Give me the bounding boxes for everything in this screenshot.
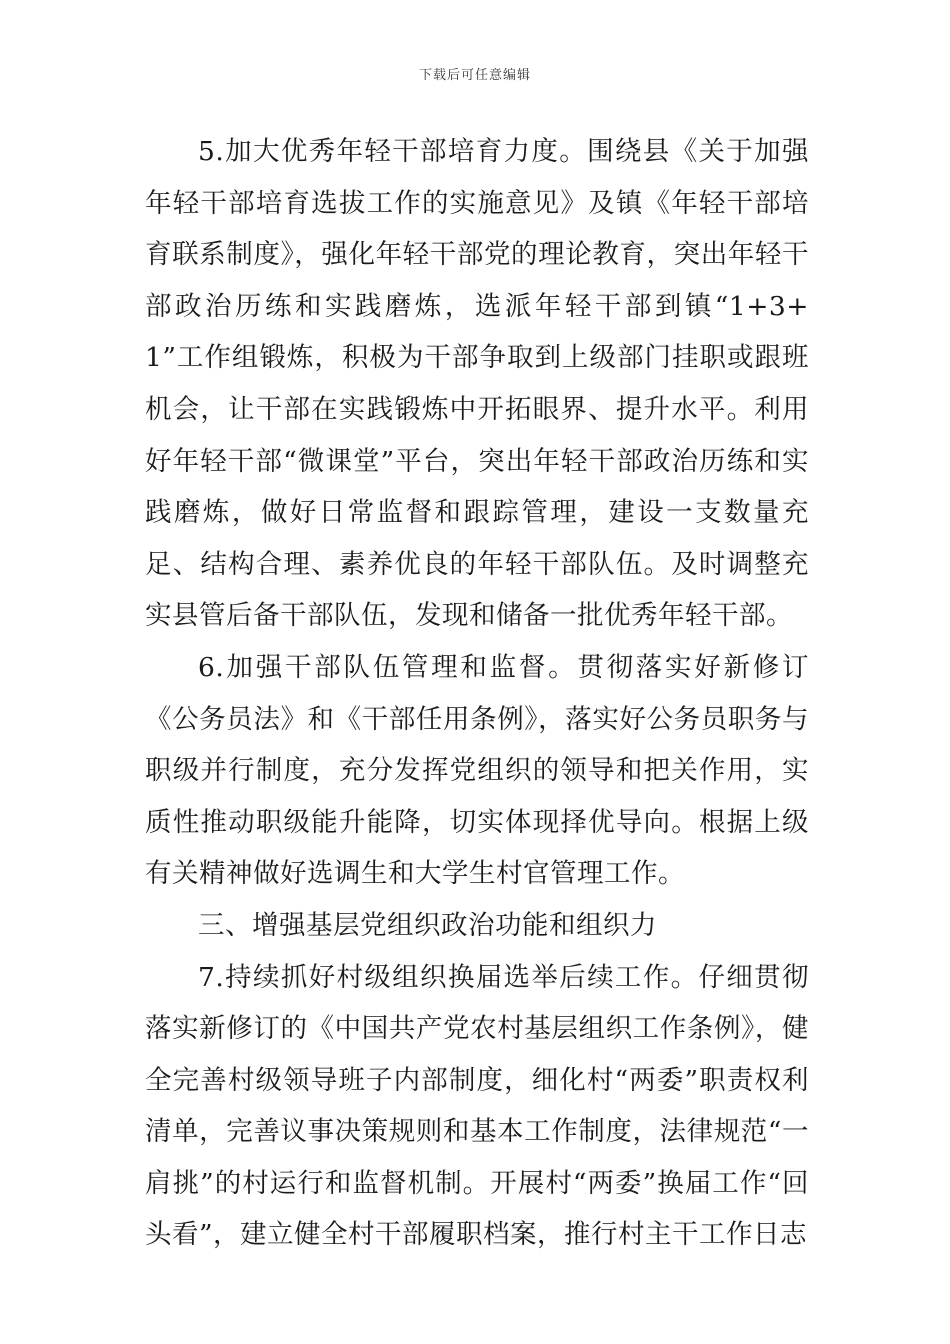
paragraph-item-6: 6.加强干部队伍管理和监督。贯彻落实好新修订《公务员法》和《干部任用条例》，落实好公务员职务与职级并行制度，充分发挥党组织的领导和把关作用，实质性推动职级能升能降，切实体现择优导向。根据上级有关精神做好选调生和大学生村官管理工作。	[145, 651, 809, 890]
paragraph-item-7: 7.持续抓好村级组织换届选举后续工作。仔细贯彻落实新修订的《中国共产党农村基层组织工作条例》，健全完善村级领导班子内部制度，细化村“两委”职责权利清单，完善议事决策规则和基本工作制度，法律规范“一肩挑”的村运行和监督机制。开展村“两委”换届工作“回头看”，建立健全村干部履职档案，推行村主干工作日志	[145, 961, 809, 1251]
document-body	[145, 126, 809, 1261]
section-heading: 三、增强基层党组织政治功能和组织力	[198, 909, 657, 941]
paragraph-item-5: 5.加大优秀年轻干部培育力度。围绕县《关于加强年轻干部培育选拔工作的实施意见》及镇《年轻干部培育联系制度》，强化年轻干部党的理论教育，突出年轻干部政治历练和实践磨炼，选派年轻干部到镇“1+3+1”工作组锻炼，积极为干部争取到上级部门挂职或跟班机会，让干部在实践锻炼中开拓眼界、提升水平。利用好年轻干部“微课堂”平台，突出年轻干部政治历练和实践磨炼，做好日常监督和跟踪管理，建设一支数量充足、结构合理、素养优良的年轻干部队伍。及时调整充实县管后备干部队伍，发现和储备一批优秀年轻干部。	[145, 136, 809, 632]
page-header: 下载后可任意编辑	[418, 68, 531, 83]
